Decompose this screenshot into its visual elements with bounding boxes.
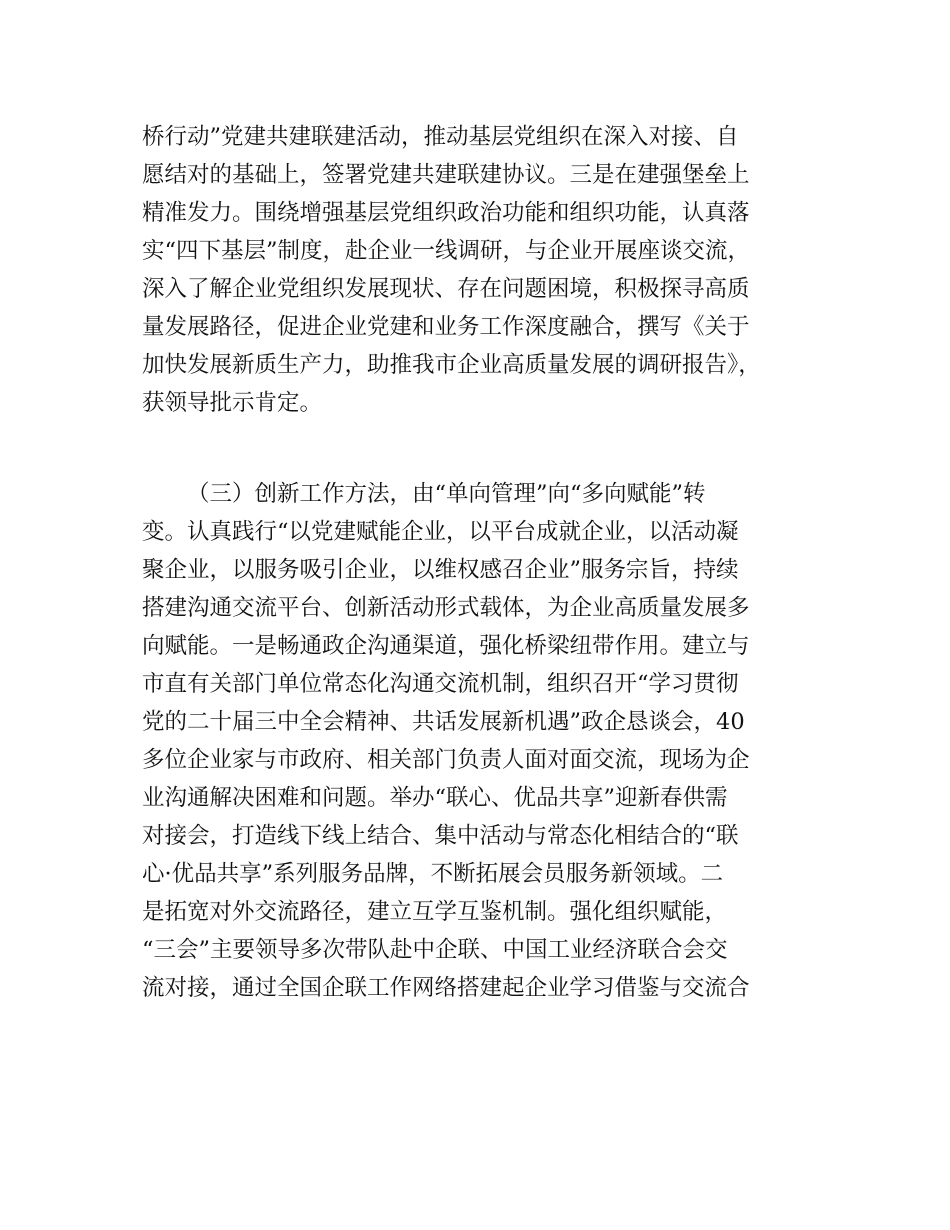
text-line: 向赋能。一是畅通政企沟通渠道，强化桥梁纽带作用。建立与 [142, 633, 750, 659]
text-line: 市直有关部门单位常态化沟通交流机制，组织召开“学习贯彻 [142, 671, 739, 697]
text-line: 精准发力。围绕增强基层党组织政治功能和组织功能，认真落 [142, 200, 750, 226]
text-line: 聚企业，以服务吸引企业，以维权感召企业”服务宗旨，持续 [142, 557, 739, 583]
text-line: 愿结对的基础上，签署党建共建联建协议。三是在建强堡垒上 [142, 162, 750, 188]
text-line: 获领导批示肯定。 [142, 390, 323, 416]
text-line: 量发展路径，促进企业党建和业务工作深度融合，撰写《关于 [142, 314, 750, 340]
text-line: 党的二十届三中全会精神、共话发展新机遇”政企恳谈会，40 [142, 709, 745, 735]
section-heading-line: （三）创新工作方法，由“单向管理”向“多向赋能”转 [187, 481, 706, 507]
paragraph-2 [142, 475, 822, 1007]
text-line: 对接会，打造线下线上结合、集中活动与常态化相结合的“联 [142, 823, 739, 849]
text-line: 实“四下基层”制度，赴企业一线调研，与企业开展座谈交流， [142, 238, 751, 264]
text-line: “三会”主要领导多次带队赴中企联、中国工业经济联合会交 [142, 937, 728, 963]
text-line: 多位企业家与市政府、相关部门负责人面对面交流，现场为企 [142, 747, 750, 773]
text-line: 流对接，通过全国企联工作网络搭建起企业学习借鉴与交流合 [142, 975, 750, 1001]
paragraph-1 [142, 118, 822, 422]
text-line: 深入了解企业党组织发展现状、存在问题困境，积极探寻高质 [142, 276, 750, 302]
text-line: 心·优品共享”系列服务品牌，不断拓展会员服务新领域。二 [142, 861, 724, 887]
text-line: 桥行动”党建共建联建活动，推动基层党组织在深入对接、自 [142, 124, 739, 150]
text-line: 搭建沟通交流平台、创新活动形式载体，为企业高质量发展多 [142, 595, 750, 621]
text-line: 变。认真践行“以党建赋能企业，以平台成就企业，以活动凝 [142, 519, 739, 545]
text-line: 业沟通解决困难和问题。举办“联心、优品共享”迎新春供需 [142, 785, 728, 811]
text-line: 加快发展新质生产力，助推我市企业高质量发展的调研报告》， [142, 352, 761, 378]
text-line: 是拓宽对外交流路径，建立互学互鉴机制。强化组织赋能， [142, 899, 728, 925]
